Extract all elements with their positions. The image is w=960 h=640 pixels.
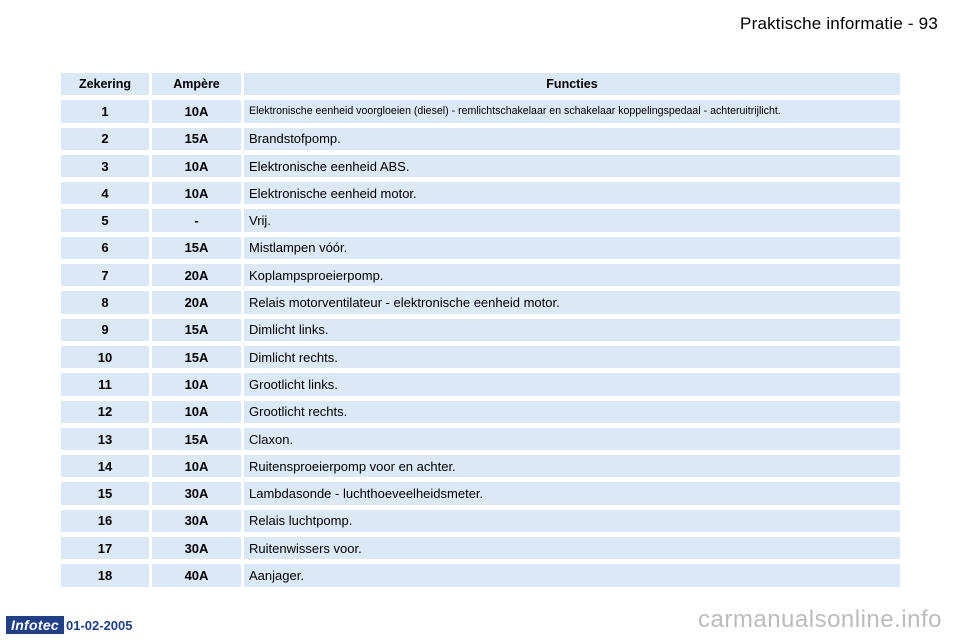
function-cell: Ruitensproeierpomp voor en achter. <box>244 455 900 477</box>
table-header-row <box>61 73 900 95</box>
amperage-cell: - <box>152 209 241 231</box>
fuse-number-cell: 9 <box>61 319 149 341</box>
table-row <box>61 401 900 423</box>
amperage-cell: 20A <box>152 264 241 286</box>
table-row <box>61 209 900 231</box>
fuse-number-cell: 12 <box>61 401 149 423</box>
function-cell: Grootlicht links. <box>244 373 900 395</box>
fuse-number-cell: 14 <box>61 455 149 477</box>
fuse-number-cell: 8 <box>61 291 149 313</box>
table-row <box>61 264 900 286</box>
amperage-cell: 30A <box>152 537 241 559</box>
fuse-number-cell: 11 <box>61 373 149 395</box>
fuse-number-cell: 6 <box>61 237 149 259</box>
function-cell: Dimlicht links. <box>244 319 900 341</box>
function-cell: Claxon. <box>244 428 900 450</box>
fuse-table <box>58 68 903 592</box>
amperage-cell: 30A <box>152 482 241 504</box>
table-row <box>61 537 900 559</box>
table-row <box>61 564 900 586</box>
function-cell: Vrij. <box>244 209 900 231</box>
fuse-number-cell: 10 <box>61 346 149 368</box>
table-row <box>61 155 900 177</box>
amperage-cell: 30A <box>152 510 241 532</box>
function-cell: Elektronische eenheid ABS. <box>244 155 900 177</box>
table-row <box>61 182 900 204</box>
table-row <box>61 373 900 395</box>
table-row <box>61 237 900 259</box>
function-cell: Elektronische eenheid motor. <box>244 182 900 204</box>
fuse-table-body <box>61 100 900 586</box>
amperage-cell: 10A <box>152 182 241 204</box>
table-row <box>61 428 900 450</box>
function-cell: Mistlampen vóór. <box>244 237 900 259</box>
fuse-number-cell: 3 <box>61 155 149 177</box>
table-row <box>61 455 900 477</box>
amperage-cell: 10A <box>152 401 241 423</box>
fuse-number-cell: 13 <box>61 428 149 450</box>
amperage-cell: 10A <box>152 455 241 477</box>
fuse-number-cell: 7 <box>61 264 149 286</box>
table-row <box>61 482 900 504</box>
amperage-cell: 20A <box>152 291 241 313</box>
function-cell: Brandstofpomp. <box>244 128 900 150</box>
fuse-number-cell: 16 <box>61 510 149 532</box>
watermark: carmanualsonline.info <box>698 606 942 633</box>
infotec-logo: Infotec <box>6 616 64 634</box>
page-title: Praktische informatie - 93 <box>740 14 938 33</box>
amperage-cell: 10A <box>152 373 241 395</box>
fuse-number-cell: 1 <box>61 100 149 122</box>
table-row <box>61 128 900 150</box>
column-header-fuse: Zekering <box>61 73 149 95</box>
function-cell: Elektronische eenheid voorgloeien (diesel) - remlichtschakelaar en schakelaar koppelingspedaal - achteruitrijlicht. <box>244 100 900 122</box>
amperage-cell: 15A <box>152 346 241 368</box>
fuse-number-cell: 2 <box>61 128 149 150</box>
column-header-functions: Functies <box>244 73 900 95</box>
fuse-number-cell: 5 <box>61 209 149 231</box>
amperage-cell: 10A <box>152 155 241 177</box>
function-cell: Ruitenwissers voor. <box>244 537 900 559</box>
amperage-cell: 15A <box>152 428 241 450</box>
table-row <box>61 319 900 341</box>
amperage-cell: 15A <box>152 237 241 259</box>
table-row <box>61 346 900 368</box>
amperage-cell: 15A <box>152 319 241 341</box>
function-cell: Koplampsproeierpomp. <box>244 264 900 286</box>
function-cell: Lambdasonde - luchthoeveelheidsmeter. <box>244 482 900 504</box>
amperage-cell: 40A <box>152 564 241 586</box>
fuse-number-cell: 17 <box>61 537 149 559</box>
function-cell: Dimlicht rechts. <box>244 346 900 368</box>
amperage-cell: 15A <box>152 128 241 150</box>
table-row <box>61 291 900 313</box>
column-header-amp: Ampère <box>152 73 241 95</box>
footer <box>6 616 133 634</box>
fuse-number-cell: 15 <box>61 482 149 504</box>
table-row <box>61 510 900 532</box>
function-cell: Aanjager. <box>244 564 900 586</box>
fuse-number-cell: 4 <box>61 182 149 204</box>
function-cell: Relais luchtpomp. <box>244 510 900 532</box>
footer-date: 01-02-2005 <box>66 617 133 633</box>
function-cell: Relais motorventilateur - elektronische eenheid motor. <box>244 291 900 313</box>
table-row <box>61 100 900 122</box>
amperage-cell: 10A <box>152 100 241 122</box>
fuse-number-cell: 18 <box>61 564 149 586</box>
function-cell: Grootlicht rechts. <box>244 401 900 423</box>
